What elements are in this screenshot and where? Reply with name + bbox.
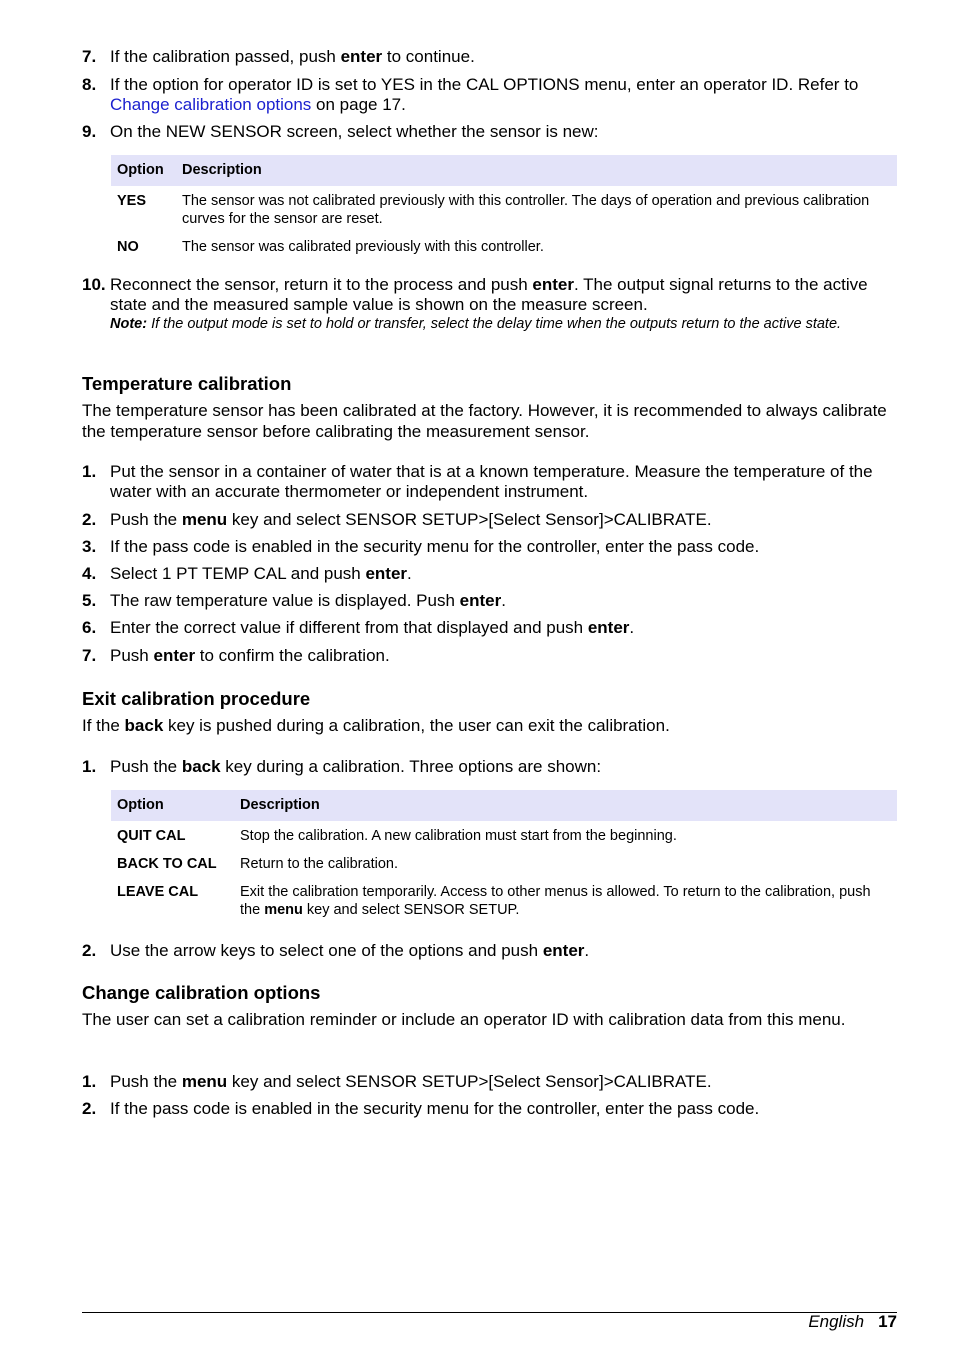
step-8-operator-id: 8. If the option for operator ID is set to YES in the CAL OPTIONS menu, enter an operator ID. Refer to Change calibration options on page 17.	[82, 75, 859, 114]
step-number: 8.	[82, 75, 97, 94]
column-header-option: Option	[111, 155, 176, 186]
temp-step-7: 7. Push enter to confirm the calibration.	[82, 646, 390, 665]
section-heading-exit-calibration: Exit calibration procedure	[82, 688, 311, 709]
key-name: enter	[532, 275, 574, 294]
option-no: NO	[117, 239, 139, 255]
exit-options-table	[111, 790, 897, 923]
section-heading-temperature-calibration: Temperature calibration	[82, 373, 292, 394]
option-back-to-cal: BACK TO CAL	[117, 856, 217, 872]
step-number: 5.	[82, 591, 97, 610]
footer-divider	[82, 1312, 897, 1313]
step-number: 2.	[82, 510, 97, 529]
option-description: Stop the calibration. A new calibration must start from the beginning.	[240, 828, 677, 844]
section-intro: The temperature sensor has been calibrated at the factory. However, it is recommended to always calibrate the temperature sensor before calibrating the measurement sensor.	[82, 401, 887, 441]
change-calibration-options-link[interactable]: Change calibration options	[110, 95, 312, 114]
option-description: The sensor was calibrated previously with this controller.	[182, 239, 544, 255]
step-10-reconnect-sensor: 10. Reconnect the sensor, return it to the process and push enter. The output signal returns to the active state and the measured sample value is shown on the measure screen. Note: If the output mode is set to hold or transfer, select the delay time when the outputs return to the active state.	[82, 275, 897, 333]
temp-step-6: 6. Enter the correct value if different from that displayed and push enter.	[82, 618, 635, 637]
temp-step-3: 3. If the pass code is enabled in the security menu for the controller, enter the pass code.	[82, 537, 760, 556]
page-number: 17	[878, 1312, 897, 1331]
step-number: 1.	[82, 462, 97, 481]
step-number: 2.	[82, 1099, 97, 1118]
exit-step-1: 1. Push the back key during a calibration. Three options are shown:	[82, 757, 602, 776]
temp-step-5: 5. The raw temperature value is displayed. Push enter.	[82, 591, 506, 610]
option-description: Return to the calibration.	[240, 856, 398, 872]
step-9-new-sensor: 9. On the NEW SENSOR screen, select whether the sensor is new:	[82, 122, 599, 141]
change-step-2: 2. If the pass code is enabled in the security menu for the controller, enter the pass code.	[82, 1099, 760, 1118]
section-intro: The user can set a calibration reminder or include an operator ID with calibration data from this menu.	[82, 1010, 846, 1029]
temp-step-2: 2. Push the menu key and select SENSOR SETUP>[Select Sensor]>CALIBRATE.	[82, 510, 712, 529]
column-header-description: Description	[176, 155, 897, 186]
step-number: 9.	[82, 122, 97, 141]
exit-step-2: 2. Use the arrow keys to select one of the options and push enter.	[82, 941, 590, 960]
key-name: enter	[365, 564, 408, 583]
note: Note: If the output mode is set to hold or transfer, select the delay time when the outputs return to the active state.	[110, 316, 842, 332]
section-intro: If the back key is pushed during a calibration, the user can exit the calibration.	[82, 716, 670, 735]
key-name: menu	[181, 1072, 228, 1091]
option-description: The sensor was not calibrated previously with this controller. The days of operation and previous calibration curves for the sensor are reset.	[182, 193, 870, 227]
step-number: 7.	[82, 47, 97, 66]
new-sensor-options-table	[111, 155, 897, 260]
column-header-description: Description	[234, 790, 897, 821]
step-number: 7.	[82, 646, 97, 665]
table-row	[111, 232, 897, 260]
table-row	[111, 821, 897, 849]
step-number: 1.	[82, 1072, 97, 1091]
key-name: enter	[587, 618, 630, 637]
temp-step-1: 1. Put the sensor in a container of water that is at a known temperature. Measure the temperature of the water with an accurate thermometer or independent instrument.	[82, 462, 873, 501]
step-number: 3.	[82, 537, 97, 556]
key-name: back	[181, 757, 221, 776]
table-row	[111, 849, 897, 877]
step-number: 1.	[82, 757, 97, 776]
table-row	[111, 186, 897, 232]
step-number: 2.	[82, 941, 97, 960]
page-footer	[808, 1312, 897, 1332]
key-name: enter	[542, 941, 585, 960]
change-step-1: 1. Push the menu key and select SENSOR SETUP>[Select Sensor]>CALIBRATE.	[82, 1072, 712, 1091]
key-name: enter	[153, 646, 196, 665]
key-name: enter	[340, 47, 383, 66]
option-description: Exit the calibration temporarily. Access to other menus is allowed. To return to the calibration, push the menu key and select SENSOR SETUP.	[240, 884, 871, 918]
footer-language: English	[808, 1312, 865, 1331]
column-header-option: Option	[111, 790, 234, 821]
table-row	[111, 877, 897, 923]
step-7-calibration-passed: 7. If the calibration passed, push enter to continue.	[82, 47, 475, 66]
step-number: 10.	[82, 275, 106, 294]
temp-step-4: 4. Select 1 PT TEMP CAL and push enter.	[82, 564, 412, 583]
step-number: 6.	[82, 618, 97, 637]
key-name: back	[124, 716, 164, 735]
key-name: menu	[264, 902, 303, 918]
option-quit-cal: QUIT CAL	[117, 828, 186, 844]
note-label: Note:	[110, 316, 148, 332]
key-name: enter	[459, 591, 502, 610]
key-name: menu	[181, 510, 228, 529]
section-heading-change-calibration-options: Change calibration options	[82, 982, 321, 1003]
option-yes: YES	[117, 193, 147, 209]
step-number: 4.	[82, 564, 97, 583]
option-leave-cal: LEAVE CAL	[117, 884, 199, 900]
